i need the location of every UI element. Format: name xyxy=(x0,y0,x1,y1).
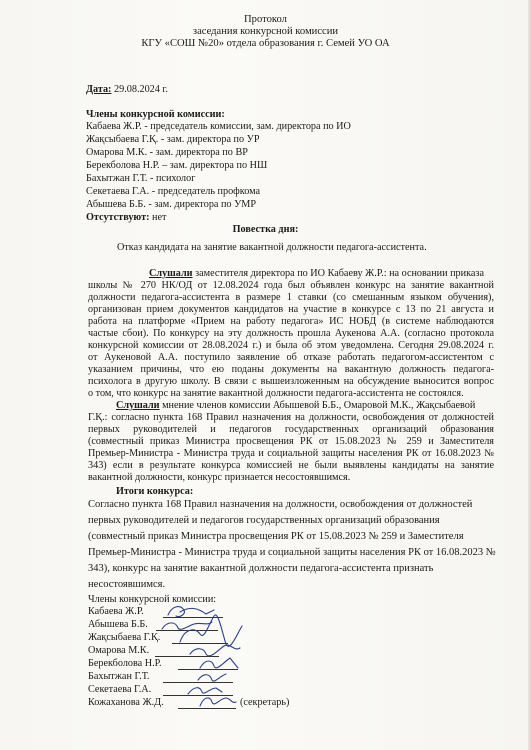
header-organization: КГУ «СОШ №20» отдела образования г. Семей УО ОА xyxy=(141,38,390,49)
member-item: Секетаева Г.А. - председатель профкома xyxy=(86,186,261,197)
signature-stroke-berekbolova xyxy=(200,658,238,668)
signature-stroke-abysheva xyxy=(162,622,212,629)
signature-stroke-bakhytzhan xyxy=(198,674,226,681)
heard2-first-line: Слушали мнение членов комиссии Абышевой Б.Б., Омаровой М.К., Жақсыбаевой xyxy=(116,400,476,411)
members-title: Члены конкурсной комиссии: xyxy=(86,109,225,120)
agenda-title: Повестка дня: xyxy=(232,224,299,235)
signature-name: Кожаханова Ж.Д. xyxy=(88,697,164,708)
date-value: 29.08.2024 г. xyxy=(114,84,168,95)
signature-name: Кабаева Ж.Р. xyxy=(88,606,144,617)
header-title: Протокол xyxy=(244,14,287,25)
results-line: Согласно пункта 168 Правил назначения на должности, освобождения от должностей xyxy=(88,499,473,510)
member-item: Берекболова Н.Р. – зам. директора по НШ xyxy=(86,160,268,171)
agenda-item: Отказ кандидата на занятие вакантной должности педагога-ассистента. xyxy=(117,242,427,253)
handwritten-signatures xyxy=(150,596,260,714)
absent-value: нет xyxy=(152,212,167,223)
member-item: Бахытжан Г.Т. - психолог xyxy=(86,173,196,184)
date-label: Дата: xyxy=(86,84,112,95)
secretary-note: (секретарь) xyxy=(240,697,290,708)
signature-stroke-kozhakhanova xyxy=(200,698,236,706)
heard1-line: о том, что конкурс на занятие вакантной должности педагога-ассистента не состоялся. xyxy=(88,388,464,399)
protocol-header xyxy=(0,14,531,50)
results-line: первых руководителей и педагогов государственных организаций образования xyxy=(88,515,440,526)
results-line: 343), конкурс на занятие вакантной должности педагога-ассистента признать xyxy=(88,563,434,574)
heard2-label: Слушали xyxy=(116,400,160,411)
signature-name: Жақсыбаева Г.Қ. xyxy=(88,632,161,643)
signature-name: Бахытжан Г.Т. xyxy=(88,671,150,682)
heard2-line: Премьер-Министра - Министра труда и социальной защиты населения РК от 16.08.2023 № xyxy=(88,448,494,459)
heard1-line: должности педагога-ассистента в размере 1 ставки (со смешанным языком обучения), xyxy=(88,292,494,303)
results-title: Итоги конкурса: xyxy=(116,486,194,497)
signature-name: Абышева Б.Б. xyxy=(88,619,148,630)
heard2-line: 343) если в результате конкурса комиссией не были выявлены кандидаты на занятие xyxy=(88,460,494,471)
heard2-line: (совместный приказ Министра просвещения РК от 15.08.2023 № 259 и Заместителя xyxy=(88,436,494,447)
member-item: Омарова М.К. - зам. директора по ВР xyxy=(86,147,248,158)
signature-stroke-kabaeva xyxy=(168,607,214,617)
member-item: Жақсыбаева Г.Қ. - зам. директора по УР xyxy=(86,134,260,145)
results-line: (совместный приказ Министра просвещения РК от 15.08.2023 № 259 и Заместителя xyxy=(88,531,464,542)
absent-row xyxy=(86,212,166,224)
heard1-line: школы № 270 НК/ОД от 12.08.2024 года был объявлен конкурс на занятие вакантной xyxy=(88,280,494,291)
signature-name: Берекболова Н.Р. xyxy=(88,658,162,669)
heard1-first-line: Слушали заместителя директора по ИО Кабаеву Ж.Р.: на основании приказа xyxy=(149,268,484,279)
heard1-line: указанием причины, что ею поданы документы на вакантную должность педагога- xyxy=(88,364,494,375)
signatures-title: Члены конкурсной комиссии: xyxy=(88,594,217,605)
absent-label: Отсутствуют: xyxy=(86,212,150,223)
heard1-line: организован прием документов кандидатов на участие в конкурсе с 13 по 21 августа и xyxy=(88,304,494,315)
heard2-line: вакантной должности, конкурс признается несостоявшимся. xyxy=(88,472,351,483)
heard2-line: Г.Қ.: согласно пункта 168 Правил назначения на должности, освобождения от должностей xyxy=(88,412,494,423)
signature-name: Омарова М.К. xyxy=(88,645,150,656)
signature-stroke-seketaeva xyxy=(188,688,222,694)
signature-name: Секетаева Г.А. xyxy=(88,684,152,695)
heard1-line: от Аукеновой А.А. поступило заявление об отказе работать педагогом-ассистентом с xyxy=(88,352,494,363)
header-subtitle: заседания конкурсной комиссии xyxy=(192,26,339,37)
signature-stroke-omarova xyxy=(190,645,240,656)
heard1-label: Слушали xyxy=(149,268,193,279)
protocol-date xyxy=(86,84,168,96)
heard1-line: частые сбои). По конкурсу на эту должность прошла Аукенова А.А. (согласно протокола xyxy=(88,328,494,339)
results-line: несостоявшимся. xyxy=(88,579,166,590)
heard1-line: психолога в другую школу. В связи с вышеизложенным на обсуждение выносится вопрос xyxy=(88,376,494,387)
heard2-line: первых руководителей и педагогов государственных организаций образования xyxy=(88,424,494,435)
heard1-line: работа на платформе «Прием на работу педагога» ИС НОБД (в системе наблюдаются xyxy=(88,316,494,327)
heard1-line: конкурсной комиссии от 28.08.2024 г.) и была об этом уведомлена. Сегодня 29.08.2024 г. xyxy=(88,340,494,351)
signature-stroke-zhaksybaeva xyxy=(180,615,242,646)
results-line: Премьер-Министра - Министра труда и социальной защиты населения РК от 16.08.2023 № xyxy=(88,547,496,558)
member-item: Кабаева Ж.Р. - председатель комиссии, зам. директора по ИО xyxy=(86,121,351,132)
member-item: Абышева Б.Б. - зам. директора по УМР xyxy=(86,199,257,210)
